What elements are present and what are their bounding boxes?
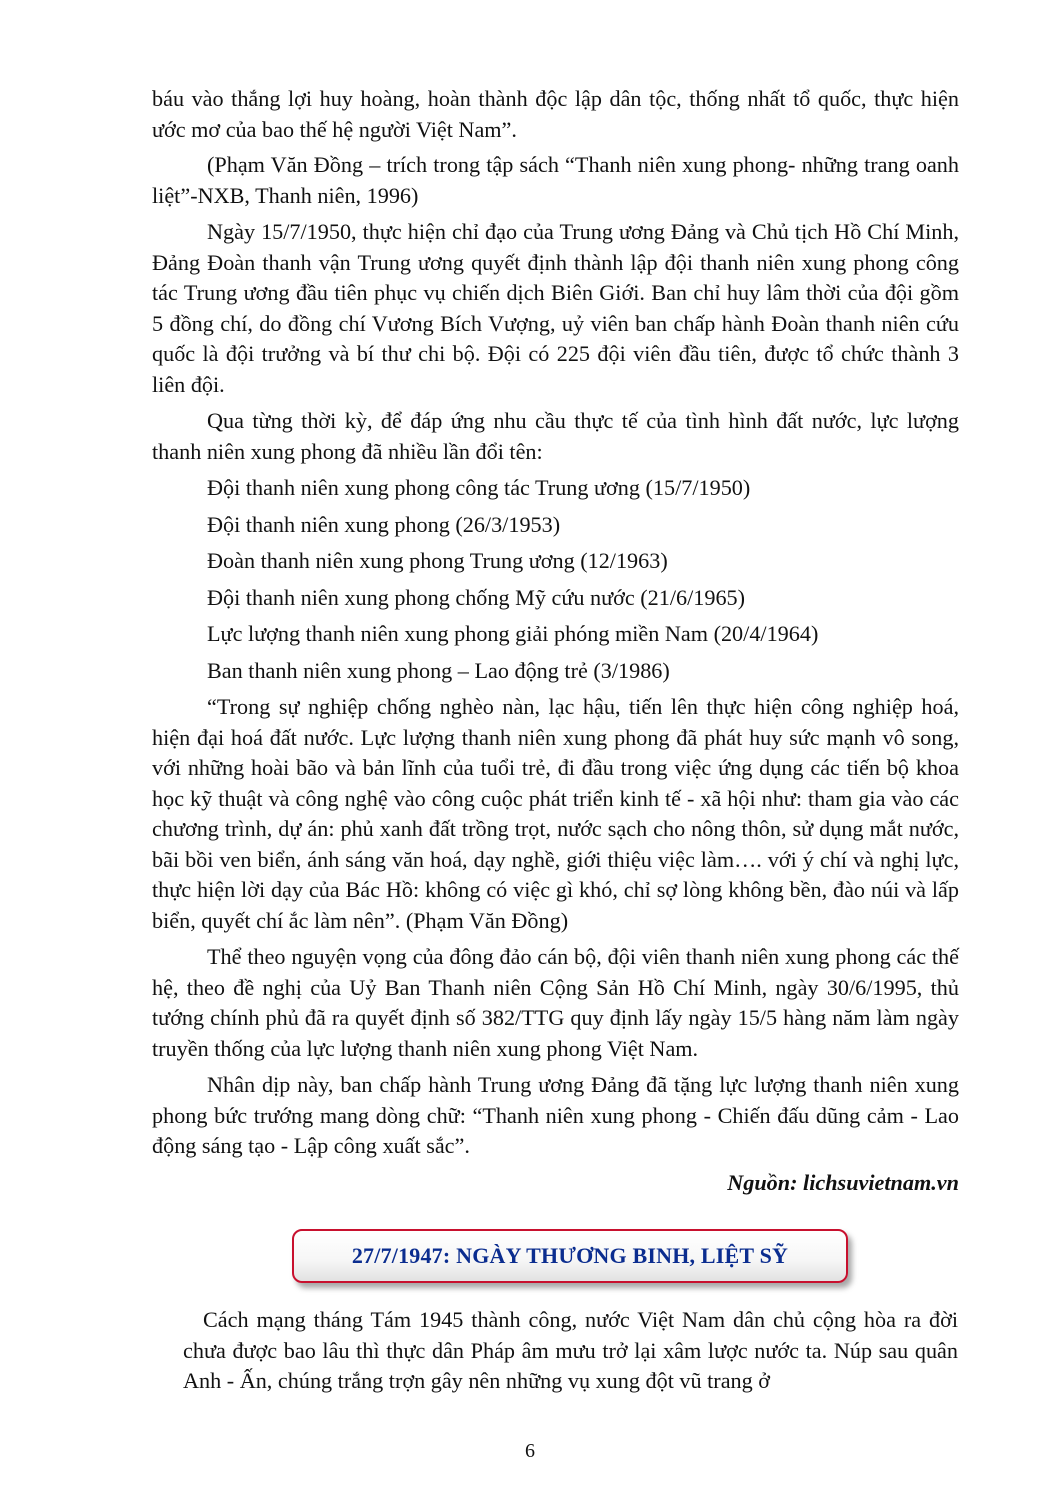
names-list: [152, 473, 959, 686]
section-heading-banner: [292, 1229, 848, 1283]
section-body: [183, 1305, 958, 1397]
paragraph-renaming-intro: Qua từng thời kỳ, để đáp ứng nhu cầu thực tế của tình hình đất nước, lực lượng thanh niên xung phong đã nhiều lần đổi tên:: [152, 408, 959, 464]
list-item: Lực lượng thanh niên xung phong giải phóng miền Nam (20/4/1964): [207, 621, 819, 646]
paragraph-quote-end: báu vào thắng lợi huy hoàng, hoàn thành độc lập dân tộc, thống nhất tổ quốc, thực hiện ước mơ của bao thế hệ người Việt Nam”.: [152, 86, 959, 142]
page-body: [152, 84, 959, 1198]
list-item: Đội thanh niên xung phong (26/3/1953): [207, 511, 561, 537]
list-item: Đội thanh niên xung phong công tác Trung ương (15/7/1950): [207, 475, 751, 500]
section-heading-title: 27/7/1947: NGÀY THƯƠNG BINH, LIỆT SỸ: [292, 1229, 848, 1283]
paragraph-decision: Thể theo nguyện vọng của đông đảo cán bộ, đội viên thanh niên xung phong các thế hệ, theo đề nghị của Uỷ Ban Thanh niên Cộng Sản Hồ Chí Minh, ngày 30/6/1995, thủ tướng chính phủ đã ra quyết định số 382/TTG quy định lấy ngày 15/5 hàng năm làm ngày truyền thống của lực lượng thanh niên xung phong Việt Nam.: [152, 944, 959, 1061]
paragraph-section-intro: Cách mạng tháng Tám 1945 thành công, nước Việt Nam dân chủ cộng hòa ra đời chưa được bao lâu thì thực dân Pháp âm mưu trở lại xâm lược nước ta. Núp sau quân Anh - Ấn, chúng trắng trợn gây nên những vụ xung đột vũ trang ở: [183, 1307, 958, 1393]
list-item: Đoàn thanh niên xung phong Trung ương (12/1963): [207, 548, 668, 573]
list-item: Đội thanh niên xung phong chống Mỹ cứu nước (21/6/1965): [207, 584, 746, 610]
paragraph-founding: Ngày 15/7/1950, thực hiện chỉ đạo của Trung ương Đảng và Chủ tịch Hồ Chí Minh, Đảng Đoàn thanh vận Trung ương quyết định thành lập đội thanh niên xung phong công tác Trung ương đầu tiên phục vụ chiến dịch Biên Giới. Ban chỉ huy lâm thời của đội gồm 5 đồng chí, do đồng chí Vương Bích Vượng, uỷ viên ban chấp hành Đoàn thanh niên cứu quốc là đội trưởng và bí thư chi bộ. Đội có 225 đội viên đầu tiên, được tổ chức thành 3 liên đội.: [152, 219, 959, 397]
paragraph-citation: (Phạm Văn Đồng – trích trong tập sách “Thanh niên xung phong- những trang oanh liệt”-NXB, Thanh niên, 1996): [152, 152, 959, 208]
paragraph-banner-award: Nhân dịp này, ban chấp hành Trung ương Đảng đã tặng lực lượng thanh niên xung phong bức trướng mang dòng chữ: “Thanh niên xung phong - Chiến đấu dũng cảm - Lao động sáng tạo - Lập công xuất sắc”.: [152, 1072, 959, 1158]
page-number: 6: [525, 1440, 535, 1462]
list-item: Ban thanh niên xung phong – Lao động trẻ (3/1986): [207, 657, 670, 683]
source-credit: Nguồn: lichsuvietnam.vn: [727, 1169, 959, 1195]
paragraph-quote-development: “Trong sự nghiệp chống nghèo nàn, lạc hậu, tiến lên thực hiện công nghiệp hoá, hiện đại hoá đất nước. Lực lượng thanh niên xung phong đã phát huy sức mạnh vô song, với những hoài bão và bản lĩnh của tuổi trẻ, đi đầu trong việc ứng dụng các tiến bộ khoa học kỹ thuật và công nghệ vào công cuộc phát triển kinh tế - xã hội như: tham gia vào các chương trình, dự án: phủ xanh đất trồng trọt, nước sạch cho nông thôn, sử dụng mắt nước, bãi bồi ven biển, ánh sáng văn hoá, dạy nghề, giới thiệu việc làm…. với ý chí và nghị lực, thực hiện lời dạy của Bác Hồ: không có việc gì khó, chỉ sợ lòng không bền, đào núi và lấp biển, quyết chí ắc làm nên”. (Phạm Văn Đồng): [152, 694, 959, 933]
